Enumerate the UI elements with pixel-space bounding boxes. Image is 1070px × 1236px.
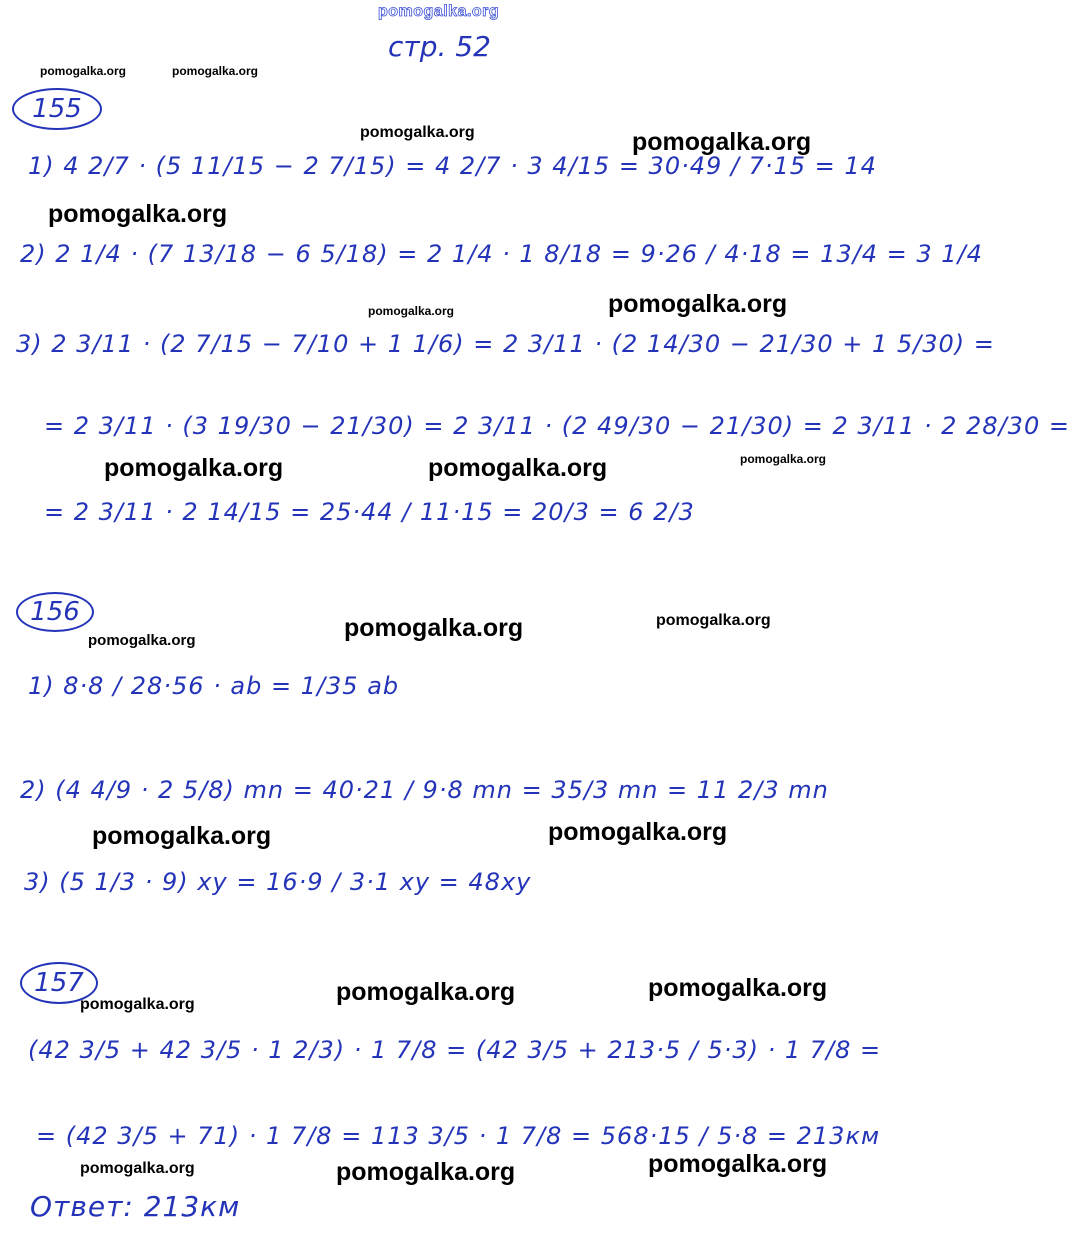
page-number-label: стр. 52 [388, 30, 491, 63]
watermark: pomogalka.org [632, 128, 812, 156]
problem-number-155: 155 [12, 88, 102, 130]
watermark: pomogalka.org [548, 818, 728, 846]
watermark: pomogalka.org [172, 64, 259, 78]
answer-line: Ответ: 213км [30, 1190, 241, 1223]
watermark: pomogalka.org [740, 452, 827, 466]
watermark: pomogalka.org [80, 1160, 195, 1177]
watermark: pomogalka.org [80, 996, 195, 1013]
solution-line: (42 3/5 + 42 3/5 · 1 2/3) · 1 7/8 = (42 3/5 + 213·5 / 5·3) · 1 7/8 = [28, 1036, 882, 1064]
watermark: pomogalka.org [336, 978, 516, 1006]
watermark: pomogalka.org [656, 612, 771, 629]
watermark: pomogalka.org [608, 290, 788, 318]
solution-line: = (42 3/5 + 71) · 1 7/8 = 113 3/5 · 1 7/8 = 568·15 / 5·8 = 213км [36, 1122, 881, 1150]
solution-line: = 2 3/11 · 2 14/15 = 25·44 / 11·15 = 20/3 = 6 2/3 [44, 498, 695, 526]
watermark: pomogalka.org [648, 974, 828, 1002]
watermark: pomogalka.org [336, 1158, 516, 1186]
watermark: pomogalka.org [344, 614, 524, 642]
watermark: pomogalka.org [368, 304, 455, 318]
solution-line: 1) 8·8 / 28·56 · ab = 1/35 ab [28, 672, 400, 700]
watermark: pomogalka.org [428, 454, 608, 482]
solution-line: = 2 3/11 · (3 19/30 − 21/30) = 2 3/11 · (2 49/30 − 21/30) = 2 3/11 · 2 28/30 = [44, 412, 1070, 440]
watermark: pomogalka.org [40, 64, 127, 78]
solution-line: 2) (4 4/9 · 2 5/8) mn = 40·21 / 9·8 mn = 35/3 mn = 11 2/3 mn [20, 776, 829, 804]
watermark: pomogalka.org [360, 124, 475, 141]
site-header-watermark: pomogalka.org [378, 3, 500, 20]
solution-line: 2) 2 1/4 · (7 13/18 − 6 5/18) = 2 1/4 · 1 8/18 = 9·26 / 4·18 = 13/4 = 3 1/4 [20, 240, 983, 268]
watermark: pomogalka.org [48, 200, 228, 228]
watermark: pomogalka.org [88, 632, 196, 649]
solution-line: 3) (5 1/3 · 9) xy = 16·9 / 3·1 xy = 48xy [24, 868, 532, 896]
problem-number-156: 156 [16, 592, 94, 632]
watermark: pomogalka.org [92, 822, 272, 850]
solution-line: 3) 2 3/11 · (2 7/15 − 7/10 + 1 1/6) = 2 3/11 · (2 14/30 − 21/30 + 1 5/30) = [16, 330, 995, 358]
watermark: pomogalka.org [104, 454, 284, 482]
problem-number-157: 157 [20, 962, 98, 1004]
solution-line: 1) 4 2/7 · (5 11/15 − 2 7/15) = 4 2/7 · 3 4/15 = 30·49 / 7·15 = 14 [28, 152, 877, 180]
watermark: pomogalka.org [648, 1150, 828, 1178]
